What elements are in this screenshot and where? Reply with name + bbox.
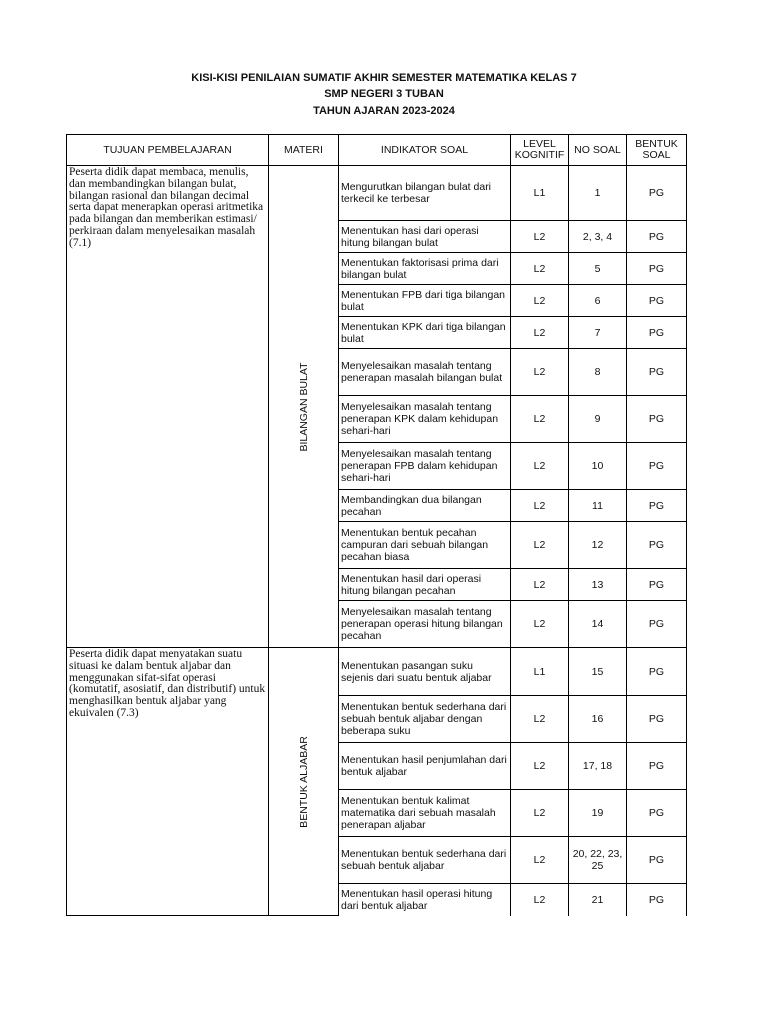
indicator-cell: Menyelesaikan masalah tentang penerapan FPB dalam kehidupan sehari-hari xyxy=(339,443,511,490)
level-cell: L2 xyxy=(511,349,569,396)
no-soal-cell: 7 xyxy=(569,317,627,349)
no-soal-cell: 19 xyxy=(569,790,627,837)
no-soal-cell: 9 xyxy=(569,396,627,443)
bentuk-cell: PG xyxy=(627,317,687,349)
col-header-indikator: INDIKATOR SOAL xyxy=(339,135,511,166)
col-header-bentuk: BENTUK SOAL xyxy=(627,135,687,166)
materi-cell xyxy=(269,648,339,916)
bentuk-cell: PG xyxy=(627,601,687,648)
level-cell: L2 xyxy=(511,790,569,837)
level-cell: L2 xyxy=(511,443,569,490)
indicator-cell: Menentukan bentuk sederhana dari sebuah bentuk aljabar dengan beberapa suku xyxy=(339,696,511,743)
indicator-cell: Menentukan bentuk kalimat matematika dari sebuah masalah penerapan aljabar xyxy=(339,790,511,837)
indicator-cell: Menentukan bentuk sederhana dari sebuah bentuk aljabar xyxy=(339,837,511,884)
level-cell: L2 xyxy=(511,253,569,285)
no-soal-cell: 5 xyxy=(569,253,627,285)
tujuan-cell: Peserta didik dapat membaca, menulis, dan membandingkan bilangan bulat, bilangan rasional dan bilangan decimal serta dapat menerapkan operasi aritmetika pada bilangan dan memberikan estimasi/ perkiraan dalam menyelesaikan masalah (7.1) xyxy=(67,166,269,648)
materi-cell xyxy=(269,166,339,648)
no-soal-cell: 10 xyxy=(569,443,627,490)
col-header-level: LEVEL KOGNITIF xyxy=(511,135,569,166)
no-soal-cell: 1 xyxy=(569,166,627,221)
kisi-kisi-table xyxy=(66,134,687,916)
level-cell: L1 xyxy=(511,648,569,696)
bentuk-cell: PG xyxy=(627,743,687,790)
school-name: SMP NEGERI 3 TUBAN xyxy=(324,88,444,100)
indicator-cell: Menentukan hasil penjumlahan dari bentuk aljabar xyxy=(339,743,511,790)
level-cell: L2 xyxy=(511,285,569,317)
bentuk-cell: PG xyxy=(627,443,687,490)
no-soal-cell: 12 xyxy=(569,522,627,569)
col-header-no-soal: NO SOAL xyxy=(569,135,627,166)
level-cell: L2 xyxy=(511,696,569,743)
bentuk-cell: PG xyxy=(627,166,687,221)
indicator-cell: Menentukan FPB dari tiga bilangan bulat xyxy=(339,285,511,317)
indicator-cell: Menentukan faktorisasi prima dari bilangan bulat xyxy=(339,253,511,285)
academic-year: TAHUN AJARAN 2023-2024 xyxy=(313,105,455,117)
bentuk-cell: PG xyxy=(627,221,687,253)
no-soal-cell: 17, 18 xyxy=(569,743,627,790)
level-cell: L2 xyxy=(511,837,569,884)
materi-label: BILANGAN BULAT xyxy=(297,361,310,452)
bentuk-cell: PG xyxy=(627,790,687,837)
bentuk-cell: PG xyxy=(627,837,687,884)
tujuan-cell: Peserta didik dapat menyatakan suatu situasi ke dalam bentuk aljabar dan menggunakan sifat-sifat operasi (komutatif, asosiatif, dan distributif) untuk menghasilkan bentuk aljabar yang ekuivalen (7.3) xyxy=(67,648,269,916)
no-soal-cell: 20, 22, 23, 25 xyxy=(569,837,627,884)
col-header-materi: MATERI xyxy=(269,135,339,166)
table-header-row xyxy=(67,135,687,166)
table-row xyxy=(67,166,687,221)
bentuk-cell: PG xyxy=(627,696,687,743)
bentuk-cell: PG xyxy=(627,522,687,569)
indicator-cell: Menentukan pasangan suku sejenis dari suatu bentuk aljabar xyxy=(339,648,511,696)
level-cell: L2 xyxy=(511,522,569,569)
table-row xyxy=(67,648,687,696)
level-cell: L2 xyxy=(511,601,569,648)
no-soal-cell: 11 xyxy=(569,490,627,522)
level-cell: L2 xyxy=(511,743,569,790)
no-soal-cell: 8 xyxy=(569,349,627,396)
indicator-cell: Menentukan KPK dari tiga bilangan bulat xyxy=(339,317,511,349)
bentuk-cell: PG xyxy=(627,349,687,396)
level-cell: L2 xyxy=(511,569,569,601)
level-cell: L1 xyxy=(511,166,569,221)
bentuk-cell: PG xyxy=(627,285,687,317)
bentuk-cell: PG xyxy=(627,569,687,601)
no-soal-cell: 6 xyxy=(569,285,627,317)
no-soal-cell: 15 xyxy=(569,648,627,696)
level-cell: L2 xyxy=(511,396,569,443)
col-header-tujuan: TUJUAN PEMBELAJARAN xyxy=(67,135,269,166)
indicator-cell: Membandingkan dua bilangan pecahan xyxy=(339,490,511,522)
materi-label: BENTUK ALJABAR xyxy=(297,735,310,828)
no-soal-cell: 13 xyxy=(569,569,627,601)
no-soal-cell: 2, 3, 4 xyxy=(569,221,627,253)
bentuk-cell: PG xyxy=(627,396,687,443)
bentuk-cell: PG xyxy=(627,648,687,696)
document-title: KISI-KISI PENILAIAN SUMATIF AKHIR SEMESTER MATEMATIKA KELAS 7 xyxy=(191,72,577,84)
no-soal-cell: 21 xyxy=(569,884,627,916)
indicator-cell: Menentukan bentuk pecahan campuran dari sebuah bilangan pecahan biasa xyxy=(339,522,511,569)
indicator-cell: Menyelesaikan masalah tentang penerapan KPK dalam kehidupan sehari-hari xyxy=(339,396,511,443)
indicator-cell: Menyelesaikan masalah tentang penerapan operasi hitung bilangan pecahan xyxy=(339,601,511,648)
bentuk-cell: PG xyxy=(627,253,687,285)
level-cell: L2 xyxy=(511,317,569,349)
indicator-cell: Menentukan hasi dari operasi hitung bilangan bulat xyxy=(339,221,511,253)
indicator-cell: Menyelesaikan masalah tentang penerapan masalah bilangan bulat xyxy=(339,349,511,396)
level-cell: L2 xyxy=(511,490,569,522)
indicator-cell: Mengurutkan bilangan bulat dari terkecil ke terbesar xyxy=(339,166,511,221)
no-soal-cell: 16 xyxy=(569,696,627,743)
indicator-cell: Menentukan hasil operasi hitung dari bentuk aljabar xyxy=(339,884,511,916)
bentuk-cell: PG xyxy=(627,490,687,522)
no-soal-cell: 14 xyxy=(569,601,627,648)
level-cell: L2 xyxy=(511,221,569,253)
indicator-cell: Menentukan hasil dari operasi hitung bilangan pecahan xyxy=(339,569,511,601)
level-cell: L2 xyxy=(511,884,569,916)
table-body xyxy=(67,166,687,916)
bentuk-cell: PG xyxy=(627,884,687,916)
